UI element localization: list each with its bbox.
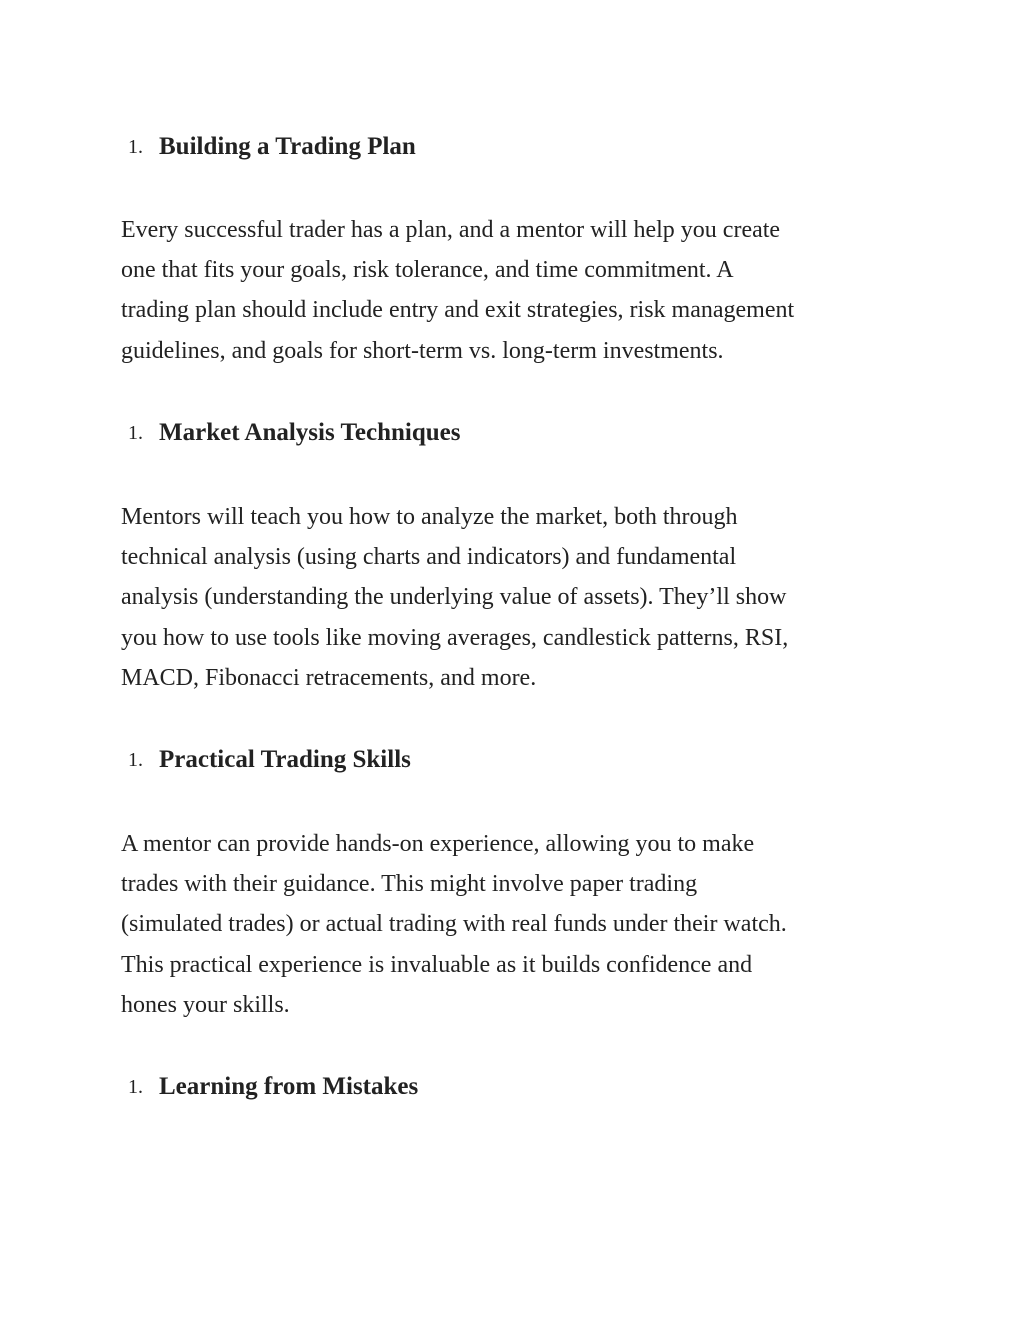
paragraph-line: MACD, Fibonacci retracements, and more. xyxy=(121,664,537,691)
list-number: 1. xyxy=(128,748,143,771)
section-heading-market-analysis-techniques xyxy=(128,413,460,453)
paragraph-line: technical analysis (using charts and indicators) and fundamental xyxy=(121,544,737,571)
paragraph-line: one that fits your goals, risk tolerance, and time commitment. A xyxy=(121,257,734,284)
paragraph-line: you how to use tools like moving averages, candlestick patterns, RSI, xyxy=(121,624,789,651)
list-number: 1. xyxy=(128,135,143,158)
paragraph-line: guidelines, and goals for short-term vs. long-term investments. xyxy=(121,337,724,364)
section-heading-learning-from-mistakes xyxy=(128,1067,418,1107)
paragraph-line: hones your skills. xyxy=(121,991,290,1018)
paragraph-building-a-trading-plan xyxy=(121,210,921,371)
paragraph-line: trading plan should include entry and exit strategies, risk management xyxy=(121,297,795,324)
section-heading-practical-trading-skills xyxy=(128,740,411,780)
list-number: 1. xyxy=(128,1075,143,1098)
section-heading-building-a-trading-plan xyxy=(128,127,416,167)
list-number: 1. xyxy=(128,421,143,444)
heading-text: Learning from Mistakes xyxy=(159,1073,419,1100)
paragraph-line: trades with their guidance. This might involve paper trading xyxy=(121,871,698,898)
paragraph-practical-trading-skills xyxy=(121,824,921,1025)
paragraph-line: A mentor can provide hands-on experience, allowing you to make xyxy=(121,831,755,857)
heading-text: Market Analysis Techniques xyxy=(159,419,461,446)
paragraph-line: (simulated trades) or actual trading with real funds under their watch. xyxy=(121,911,787,938)
paragraph-line: Mentors will teach you how to analyze the market, both through xyxy=(121,504,738,530)
paragraph-line: Every successful trader has a plan, and a mentor will help you create xyxy=(121,217,781,243)
paragraph-line: This practical experience is invaluable as it builds confidence and xyxy=(121,951,753,978)
heading-text: Building a Trading Plan xyxy=(159,133,416,160)
paragraph-market-analysis-techniques xyxy=(121,497,921,698)
paragraph-line: analysis (understanding the underlying value of assets). They’ll show xyxy=(121,584,787,611)
heading-text: Practical Trading Skills xyxy=(159,746,411,773)
